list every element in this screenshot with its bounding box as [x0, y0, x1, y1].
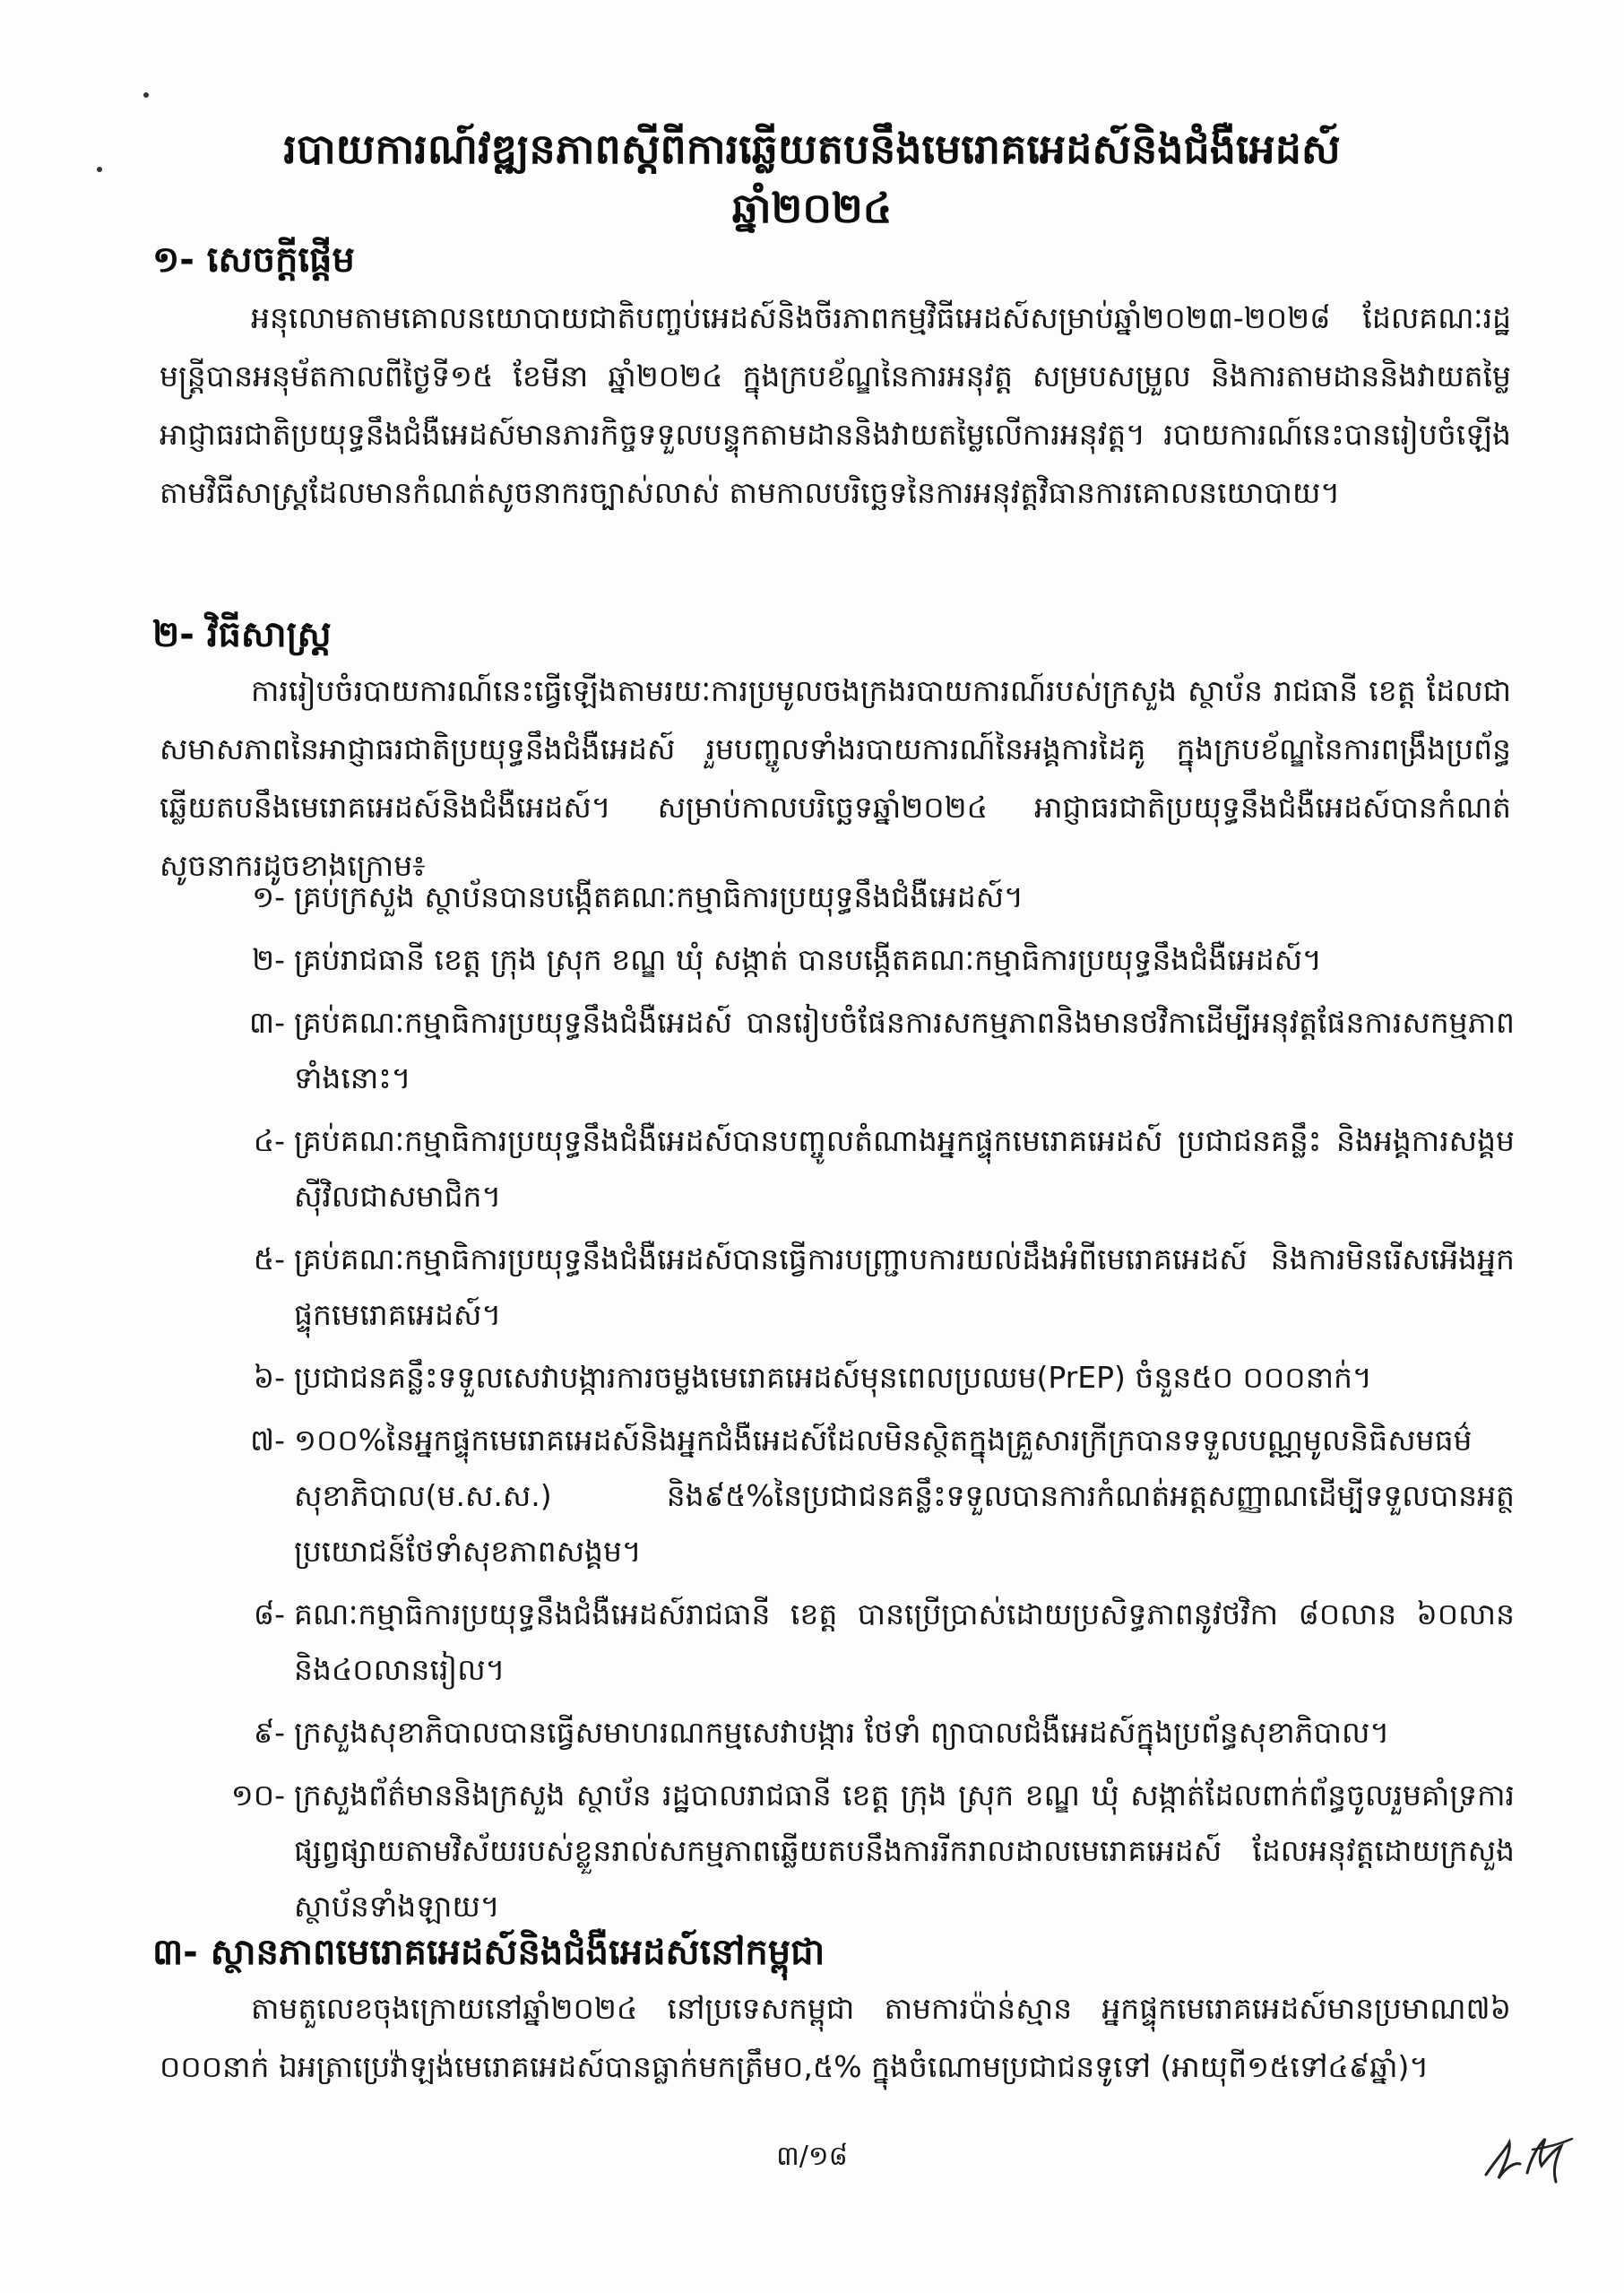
- section-1-paragraph: [160, 289, 1511, 522]
- list-item-text: គ្រប់គណៈកម្មាធិការប្រយុទ្ធនឹងជំងឺអេដស៍បានធ្វើការបញ្ជ្រាបការយល់ដឹងអំពីមេរោគអេដស៍ និងការមិនរើសអើងអ្នកផ្ទុកមេរោគអេដស៍។: [294, 1242, 1515, 1332]
- section-3-text: តាមតួលេខចុងក្រោយនៅឆ្នាំ២០២៤ នៅប្រទេសកម្ពុជា តាមការប៉ាន់ស្មាន អ្នកផ្ទុកមេរោគអេដស៍មានប្រមាណ៧៦ ០០០នាក់ ឯអត្រាប្រេវ៉ាឡង់មេរោគអេដស៍បានធ្លាក់មកត្រឹម០,៥% ក្នុងចំណោមប្រជាជនទូទៅ (អាយុពី១៥ទៅ៤៩ឆ្នាំ)។: [160, 1991, 1511, 2084]
- page-number: ៣/១៨: [776, 2141, 848, 2172]
- scan-speck: [143, 92, 149, 98]
- list-item-text: គ្រប់រាជធានី ខេត្ត ក្រុង ស្រុក ខណ្ឌ ឃុំ សង្កាត់ បានបង្កើតគណៈកម្មាធិការប្រយុទ្ធនឹងជំងឺអេដស៍។: [294, 942, 1322, 977]
- section-2-heading: ២- វិធីសាស្ត្រ: [152, 614, 332, 655]
- list-item-number: ១០-: [230, 1778, 285, 1813]
- section-3-heading: ៣- ស្ថានភាពមេរោគអេដស៍និងជំងឺអេដស៍នៅកម្ពុជា: [152, 1932, 825, 1973]
- list-item: [161, 870, 1515, 925]
- list-item: [161, 1587, 1515, 1698]
- document-title-year: ឆ្នាំ២០២៤: [731, 184, 893, 232]
- list-item: [161, 1113, 1515, 1224]
- list-item-text: ១០០%នៃអ្នកផ្ទុកមេរោគអេដស៍និងអ្នកជំងឺអេដស៍ដែលមិនស្ថិតក្នុងគ្រួសារក្រីក្របានទទួលបណ្ណមូលនិធិសមធម៌សុខាភិបាល(ម.ស.ស.) និង៩៥%នៃប្រជាជនគន្លឹះទទួលបានការកំណត់អត្តសញ្ញាណដើម្បីទទួលបានអត្ថប្រយោជន៍ថែទាំសុខភាពសង្គម។: [294, 1423, 1515, 1569]
- list-item-number: ៤-: [253, 1123, 285, 1158]
- list-item-number: ៧-: [250, 1423, 285, 1458]
- scan-speck: [97, 167, 102, 172]
- list-item-number: ៨-: [253, 1596, 285, 1631]
- list-item-number: ២-: [252, 942, 285, 977]
- list-item-text: ប្រជាជនគន្លឹះទទួលសេវាបង្ការការចម្លងមេរោគអេដស៍មុនពេលប្រឈម(PrEP) ចំនួន៥០ ០០០នាក់។: [294, 1360, 1372, 1395]
- document-title: របាយការណ៍វឌ្ឍនភាពស្ដីពីការឆ្លើយតបនឹងមេរោគអេដស៍និងជំងឺអេដស៍: [283, 125, 1341, 173]
- list-item: [161, 1705, 1515, 1761]
- list-item-number: ៥-: [253, 1242, 285, 1276]
- list-item: [161, 1232, 1515, 1343]
- section-2-paragraph: [160, 662, 1511, 895]
- section-3-paragraph: [160, 1979, 1511, 2096]
- list-item-text: គណៈកម្មាធិការប្រយុទ្ធនឹងជំងឺអេដស៍រាជធានី ខេត្ត បានប្រើប្រាស់ដោយប្រសិទ្ធភាពនូវថវិកា ៨០លាន ៦០លាន និង៤០លានរៀល។: [294, 1596, 1515, 1687]
- list-item: [161, 995, 1515, 1106]
- section-2-text: ការរៀបចំរបាយការណ៍នេះធ្វើឡើងតាមរយៈការប្រមូលចងក្រងរបាយការណ៍របស់ក្រសួង ស្ថាប័ន រាជធានី ខេត្ត ដែលជាសមាសភាពនៃអាជ្ញាធរជាតិប្រយុទ្ធនឹងជំងឺអេដស៍ រួមបញ្ចូលទាំងរបាយការណ៍នៃអង្គការដៃគូ ក្នុងក្របខ័ណ្ឌនៃការពង្រឹងប្រព័ន្ធឆ្លើយតបនឹងមេរោគអេដស៍និងជំងឺអេដស៍។ សម្រាប់កាលបរិច្ឆេទឆ្នាំ២០២៤ អាជ្ញាធរជាតិប្រយុទ្ធនឹងជំងឺអេដស៍បានកំណត់សូចនាករដូចខាងក្រោម៖: [160, 673, 1511, 883]
- list-item-number: ១-: [252, 879, 285, 914]
- list-item-text: ក្រសួងព័ត៌មាននិងក្រសួង ស្ថាប័ន រដ្ឋបាលរាជធានី ខេត្ត ក្រុង ស្រុក ខណ្ឌ ឃុំ សង្កាត់ដែលពាក់ព័ន្ធចូលរួមគាំទ្រការផ្សព្វផ្សាយតាមវិស័យរបស់ខ្លួនរាល់សកម្មភាពឆ្លើយតបនឹងការរីករាលដាលមេរោគអេដស៍ ដែលអនុវត្តដោយក្រសួង ស្ថាប័នទាំងឡាយ។: [294, 1778, 1515, 1924]
- list-item: [161, 1768, 1515, 1934]
- list-item-text: ក្រសួងសុខាភិបាលបានធ្វើសមាហរណកម្មសេវាបង្ការ ថែទាំ ព្យាបាលជំងឺអេដស៍ក្នុងប្រព័ន្ធសុខាភិបាល។: [294, 1715, 1390, 1750]
- list-item: [161, 1413, 1515, 1579]
- list-item-number: ៩-: [253, 1715, 285, 1750]
- list-item: [161, 1350, 1515, 1406]
- handwritten-initials: [1479, 2123, 1586, 2194]
- list-item-number: ៦-: [253, 1360, 285, 1395]
- list-item-text: គ្រប់គណៈកម្មាធិការប្រយុទ្ធនឹងជំងឺអេដស៍បានបញ្ចូលតំណាងអ្នកផ្ទុកមេរោគអេដស៍ ប្រជាជនគន្លឹះ និងអង្គការសង្គមស៊ីវិលជាសមាជិក។: [294, 1123, 1515, 1214]
- list-item: [161, 932, 1515, 988]
- section-1-heading: ១- សេចក្ដីផ្ដើម: [152, 239, 355, 281]
- list-item-number: ៣-: [248, 1005, 285, 1040]
- section-1-text: អនុលោមតាមគោលនយោបាយជាតិបញ្ចប់អេដស៍និងចីរភាពកម្មវិធីអេដស៍សម្រាប់ឆ្នាំ២០២៣-២០២៨ ដែលគណៈរដ្ឋមន្ត្រីបានអនុម័តកាលពីថ្ងៃទី១៥ ខែមីនា ឆ្នាំ២០២៤ ក្នុងក្របខ័ណ្ឌនៃការអនុវត្ត សម្របសម្រួល និងការតាមដាននិងវាយតម្លៃ អាជ្ញាធរជាតិប្រយុទ្ធនឹងជំងឺអេដស៍មានភារកិច្ចទទួលបន្ទុកតាមដាននិងវាយតម្លៃលើការអនុវត្ត។ របាយការណ៍នេះបានរៀបចំឡើងតាមវិធីសាស្ត្រដែលមានកំណត់សូចនាករច្បាស់លាស់ តាមកាលបរិច្ឆេទនៃការអនុវត្តវិធានការគោលនយោបាយ។: [160, 300, 1511, 510]
- list-item-text: គ្រប់ក្រសួង ស្ថាប័នបានបង្កើតគណៈកម្មាធិការប្រយុទ្ធនឹងជំងឺអេដស៍។: [294, 879, 1024, 914]
- indicator-list: [161, 870, 1515, 1942]
- list-item-text: គ្រប់គណៈកម្មាធិការប្រយុទ្ធនឹងជំងឺអេដស៍ បានរៀបចំផែនការសកម្មភាពនិងមានថវិកាដើម្បីអនុវត្តផែនការសកម្មភាពទាំងនោះ។: [294, 1005, 1515, 1095]
